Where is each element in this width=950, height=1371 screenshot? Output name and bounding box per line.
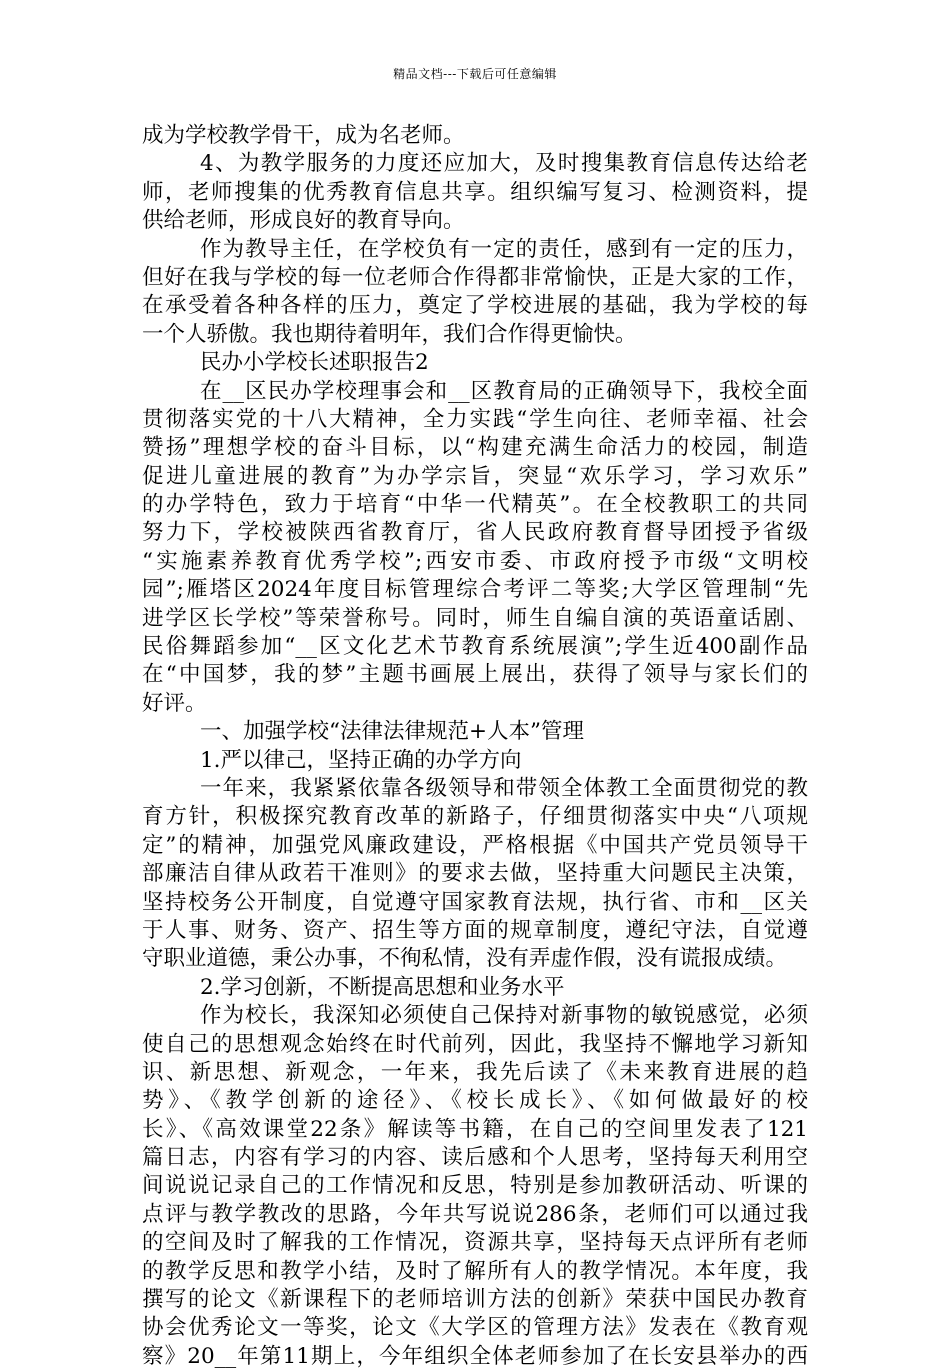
document-body bbox=[142, 122, 808, 1371]
text-line: 努力下，学校被陕西省教育厅，省人民政府教育督导团授予省级 bbox=[142, 520, 808, 546]
text-line: 间说说记录自己的工作情况和反思，特别是参加教研活动、听课的 bbox=[142, 1173, 808, 1199]
text-line: 供给老师，形成良好的教育导向。 bbox=[142, 208, 465, 234]
text-line: 一个人骄傲。我也期待着明年，我们合作得更愉快。 bbox=[142, 321, 637, 347]
text-line: 的办学特色，致力于培育“中华一代精英”。在全校教职工的共同 bbox=[142, 492, 808, 518]
text-line: 一、加强学校“法律法律规范+人本”管理 bbox=[200, 719, 584, 745]
text-line: 使自己的思想观念始终在时代前列，因此，我坚持不懈地学习新知 bbox=[142, 1031, 808, 1057]
text-line: 在承受着各种各样的压力，奠定了学校进展的基础，我为学校的每 bbox=[142, 293, 808, 319]
text-line: 促进儿童进展的教育”为办学宗旨，突显“欢乐学习，学习欢乐” bbox=[142, 463, 808, 489]
text-line: 进学区长学校”等荣誉称号。同时，师生自编自演的英语童话剧、 bbox=[142, 605, 808, 631]
text-line: 的空间及时了解我的工作情况，资源共享，坚持每天点评所有老师 bbox=[142, 1230, 808, 1256]
text-line: 作为校长，我深知必须使自己保持对新事物的敏锐感觉，必须 bbox=[200, 1003, 808, 1029]
text-line: 长》、《高效课堂22条》解读等书籍，在自己的空间里发表了121 bbox=[142, 1116, 808, 1142]
text-line: 撰写的论文《新课程下的老师培训方法的创新》荣获中国民办教育 bbox=[142, 1287, 808, 1313]
text-line: 赞扬”理想学校的奋斗目标，以“构建充满生命活力的校园，制造 bbox=[142, 435, 808, 461]
text-line: 察》20__年第11期上，今年组织全体老师参加了在长安县举办的西 bbox=[142, 1343, 808, 1369]
page-header: 精品文档---下载后可任意编辑 bbox=[393, 67, 557, 81]
text-line: 守职业道德，秉公办事，不徇私情，没有弄虚作假，没有谎报成绩。 bbox=[142, 946, 788, 972]
text-line: 民俗舞蹈参加“__区文化艺术节教育系统展演”;学生近400副作品 bbox=[142, 634, 808, 660]
text-line: 1.严以律己，坚持正确的办学方向 bbox=[200, 747, 522, 773]
text-line: 的教学反思和教学小结，及时了解所有人的教学情况。本年度，我 bbox=[142, 1258, 808, 1284]
text-line: 民办小学校长述职报告2 bbox=[200, 350, 429, 376]
text-line: 一年来，我紧紧依靠各级领导和带领全体教工全面贯彻党的教 bbox=[200, 775, 808, 801]
text-line: 点评与教学教改的思路，今年共写说说286条，老师们可以通过我 bbox=[142, 1201, 808, 1227]
text-line: 成为学校教学骨干，成为名老师。 bbox=[142, 123, 465, 148]
text-line: 定”的精神，加强党风廉政建设，严格根据《中国共产党员领导干 bbox=[142, 832, 808, 858]
text-line: 好评。 bbox=[142, 690, 207, 716]
text-line: 部廉洁自律从政若干准则》的要求去做，坚持重大问题民主决策， bbox=[142, 861, 808, 887]
text-line: 于人事、财务、资产、招生等方面的规章制度，遵纪守法，自觉遵 bbox=[142, 917, 808, 943]
text-line: 篇日志，内容有学习的内容、读后感和个人思考，坚持每天利用空 bbox=[142, 1145, 808, 1171]
text-line: 协会优秀论文一等奖，论文《大学区的管理方法》发表在《教育观 bbox=[142, 1315, 808, 1341]
text-line: 贯彻落实党的十八大精神，全力实践“学生向往、老师幸福、社会 bbox=[142, 406, 808, 432]
text-line: “实施素养教育优秀学校”;西安市委、市政府授予市级“文明校 bbox=[142, 548, 808, 574]
text-line: 园”;雁塔区2024年度目标管理综合考评二等奖;大学区管理制“先 bbox=[142, 577, 808, 603]
text-line: 育方针，积极探究教育改革的新路子，仔细贯彻落实中央“八项规 bbox=[142, 804, 808, 830]
text-line: 师，老师搜集的优秀教育信息共享。组织编写复习、检测资料，提 bbox=[142, 179, 808, 205]
text-line: 作为教导主任，在学校负有一定的责任，感到有一定的压力， bbox=[200, 236, 808, 262]
text-line: 势》、《教学创新的途径》、《校长成长》、《如何做最好的校 bbox=[142, 1088, 808, 1114]
text-line: 但好在我与学校的每一位老师合作得都非常愉快，正是大家的工作， bbox=[142, 264, 808, 290]
text-line: 在__区民办学校理事会和__区教育局的正确领导下，我校全面 bbox=[200, 378, 808, 404]
text-line: 识、新思想、新观念，一年来，我先后读了《未来教育进展的趋 bbox=[142, 1059, 808, 1085]
text-line: 坚持校务公开制度，自觉遵守国家教育法规，执行省、市和__区关 bbox=[142, 889, 808, 915]
text-line: 4、为教学服务的力度还应加大，及时搜集教育信息传达给老 bbox=[200, 151, 808, 177]
text-line: 在“中国梦，我的梦”主题书画展上展出，获得了领导与家长们的 bbox=[142, 662, 808, 688]
text-line: 2.学习创新，不断提高思想和业务水平 bbox=[200, 974, 565, 1000]
